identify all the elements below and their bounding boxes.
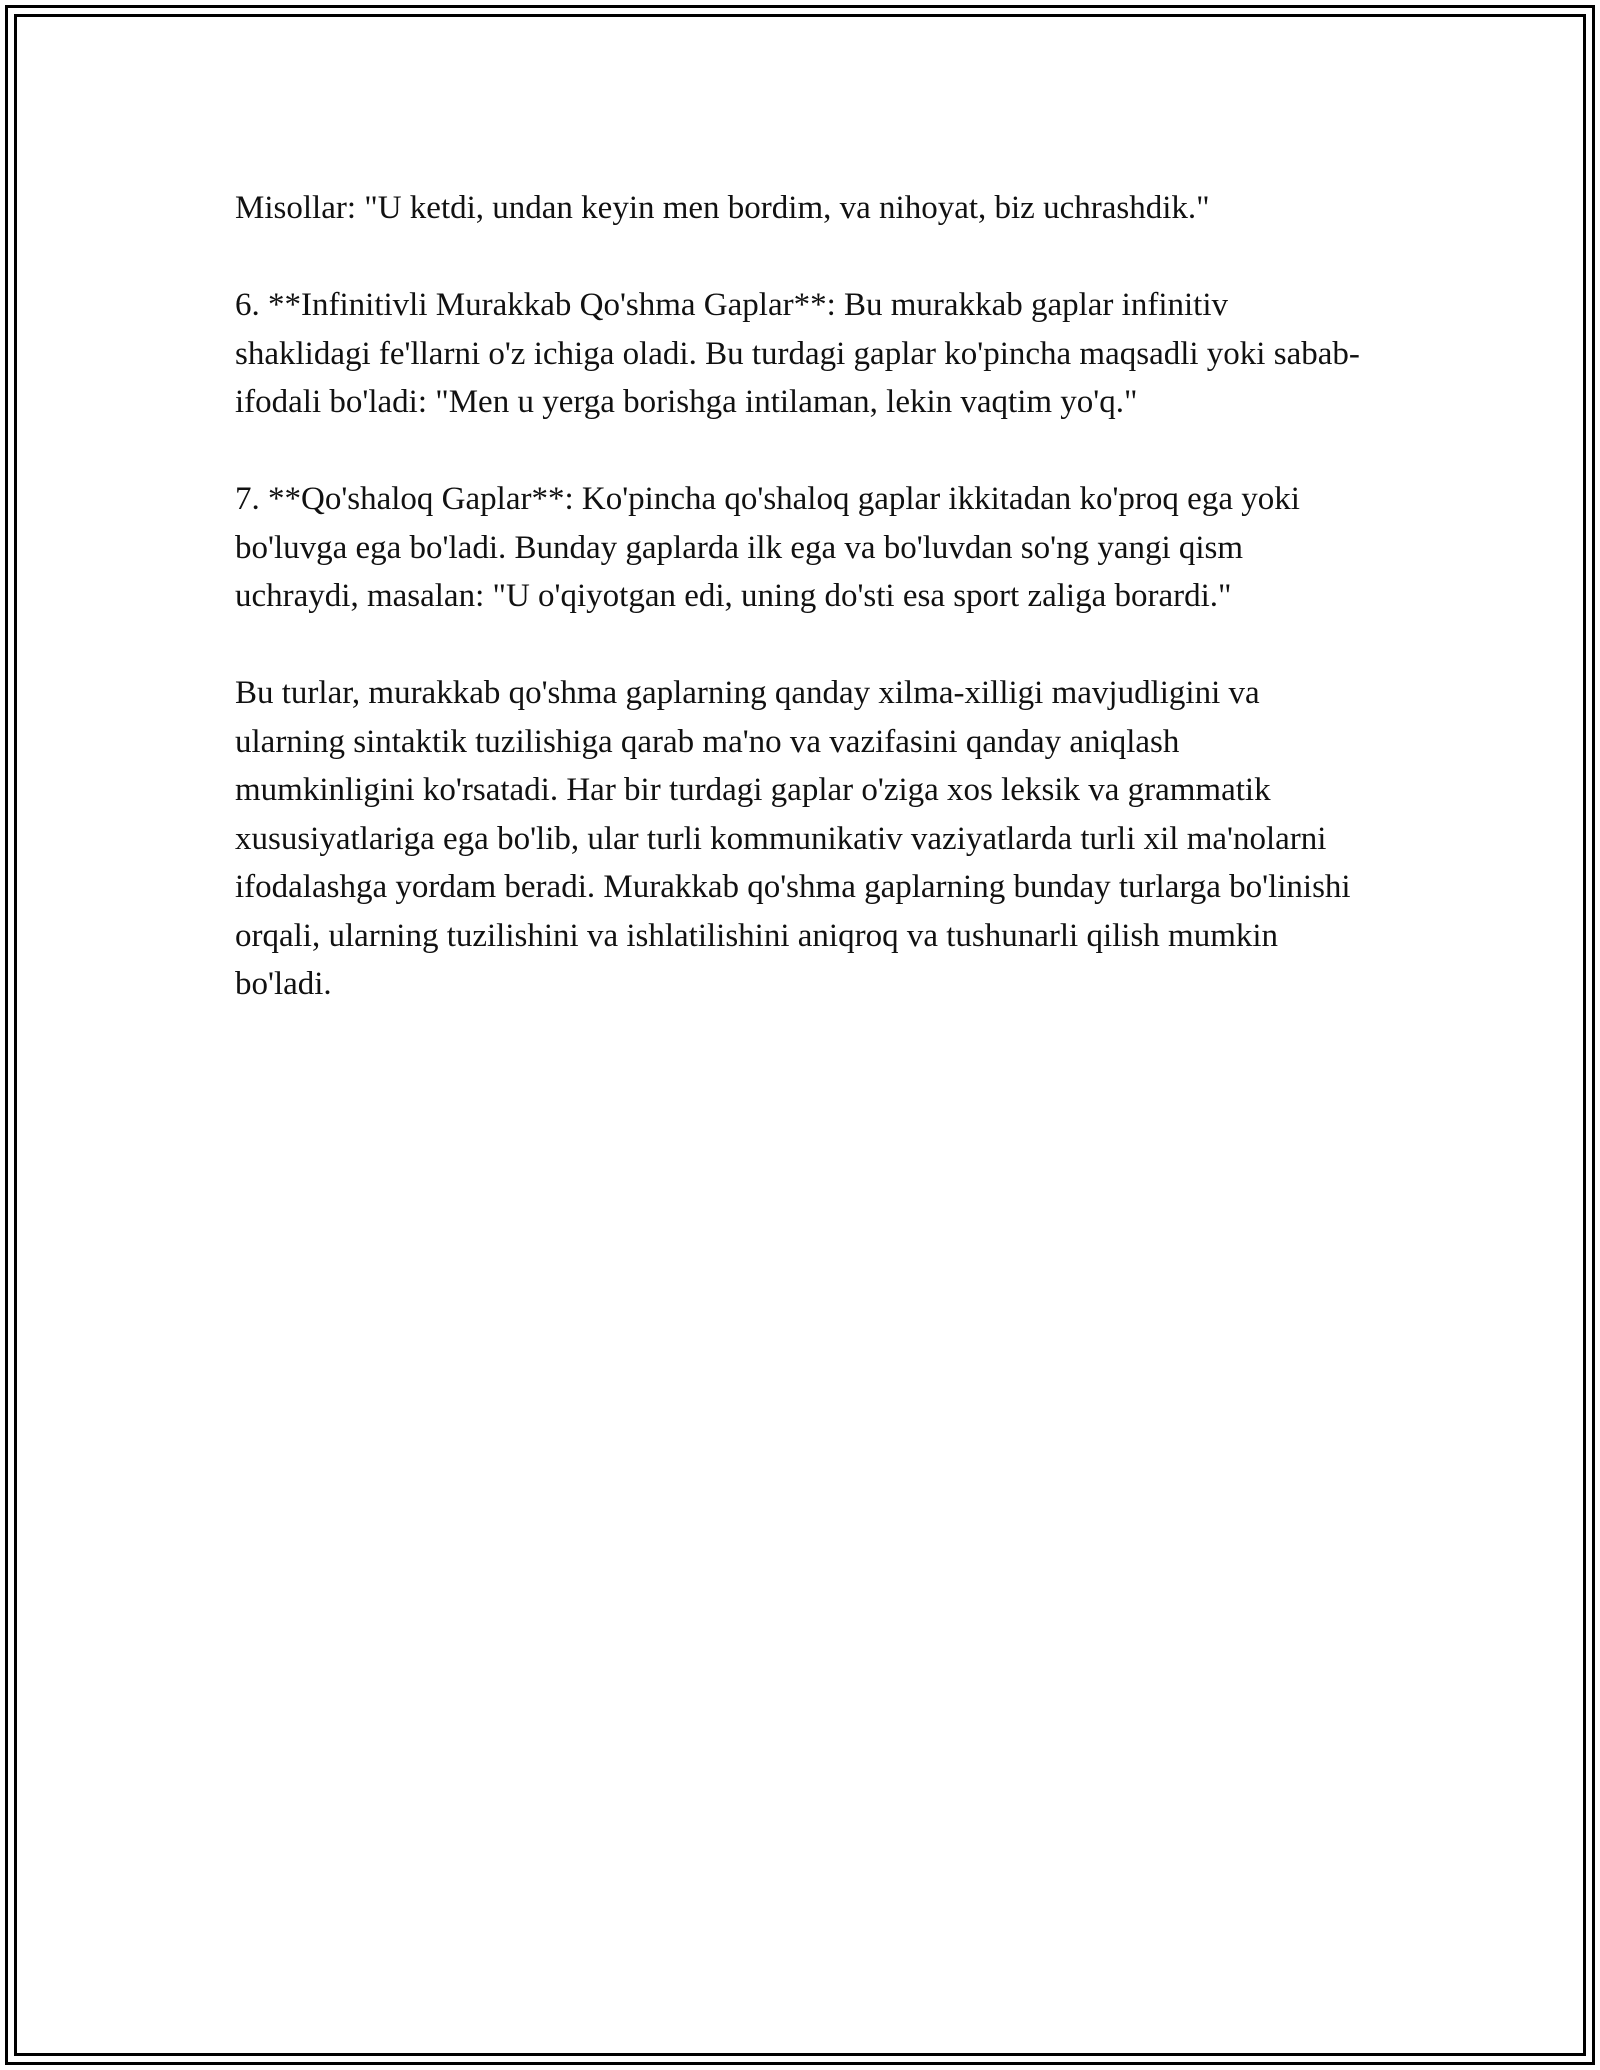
document-body: [235, 184, 1365, 1057]
paragraph-double-sentences: 7. **Qo'shaloq Gaplar**: Ko'pincha qo'shaloq gaplar ikkitadan ko'proq ega yoki bo'luvga ega bo'ladi. Bunday gaplarda ilk ega va bo'luvdan so'ng yangi qism uchraydi, masalan: "U o'qiyotgan edi, uning do'sti esa sport zaliga borardi.": [235, 481, 1300, 614]
paragraph-examples: Misollar: "U ketdi, undan keyin men bordim, va nihoyat, biz uchrashdik.": [235, 190, 1210, 226]
paragraph-infinitive-sentences: 6. **Infinitivli Murakkab Qo'shma Gaplar**: Bu murakkab gaplar infinitiv shaklidagi fe'llarni o'z ichiga oladi. Bu turdagi gaplar ko'pincha maqsadli yoki sabab-ifodali bo'ladi: "Men u yerga borishga intilaman, lekin vaqtim yo'q.": [235, 287, 1360, 420]
paragraph-conclusion: Bu turlar, murakkab qo'shma gaplarning qanday xilma-xilligi mavjudligini va ularning sintaktik tuzilishiga qarab ma'no va vazifasini qanday aniqlash mumkinligini ko'rsatadi. Har bir turdagi gaplar o'ziga xos leksik va grammatik xususiyatlariga ega bo'lib, ular turli kommunikativ vaziyatlarda turli xil ma'nolarni ifodalashga yordam beradi. Murakkab qo'shma gaplarning bunday turlarga bo'linishi orqali, ularning tuzilishini va ishlatilishini aniqroq va tushunarli qilish mumkin bo'ladi.: [235, 675, 1351, 1002]
